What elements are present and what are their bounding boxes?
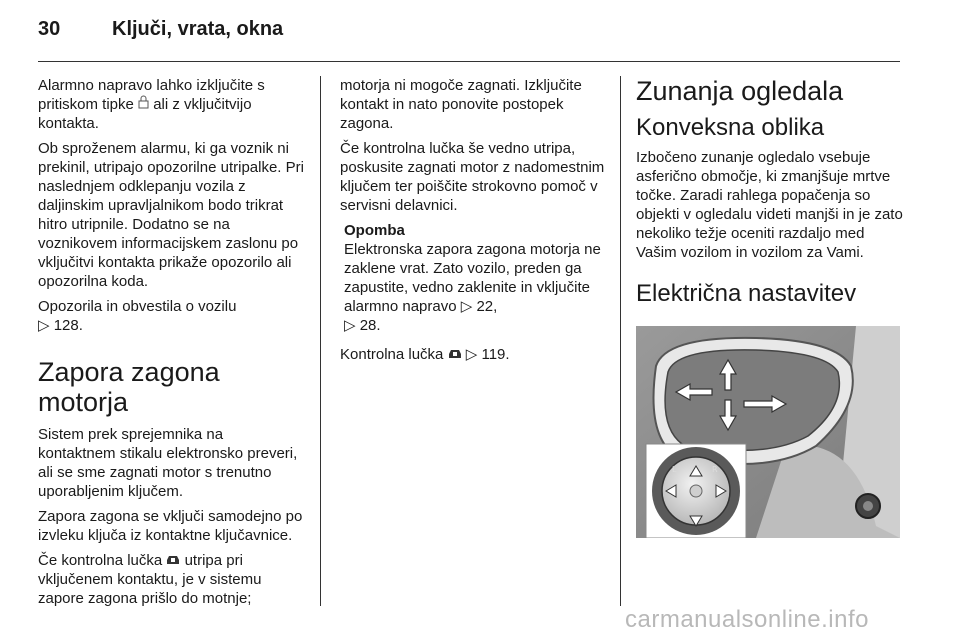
page-ref[interactable]: 128.: [53, 317, 83, 334]
note-title: Opomba: [344, 222, 405, 239]
paragraph: Sistem prek sprejemnika na kontaktnem stikalu elektronsko preveri, ali se sme zagnati motor s trenutno uporabljenim ključem.: [38, 426, 298, 500]
watermark: carmanualsonline.info: [625, 606, 869, 633]
mirror-adjustment-illustration: [636, 326, 900, 538]
text: utripa pri vključenem kontaktu, je v sistemu zapore zagona prišlo do motnje;: [38, 552, 262, 607]
text: Elektronska zapora zagona motorja ne zaklene vrat. Zato vozilo, preden ga zapustite, vedno zaklenite in vključite alarmno napravo: [344, 241, 601, 315]
paragraph: [340, 345, 612, 364]
page-ref-icon: ▷: [38, 317, 50, 334]
page-ref[interactable]: 28.: [359, 317, 381, 334]
chapter-title: Ključi, vrata, okna: [112, 18, 284, 40]
immobilizer-warning-icon: [448, 345, 462, 364]
column-2: [340, 76, 612, 370]
svg-text:R: R: [712, 465, 718, 474]
note-box: [344, 221, 612, 335]
header-rule: [38, 61, 900, 62]
subsection-heading: Konveksna oblika: [636, 114, 825, 141]
svg-text:L: L: [672, 465, 677, 474]
paragraph: Izbočeno zunanje ogledalo vsebuje asferično območje, ki zmanjšuje mrtve točke. Zaradi rahlega popačenja so objekti v ogledalu videti manjši in je zato nekoliko težje oceniti razdaljo med Vašim vozilom in vozilom za Vami.: [636, 149, 903, 261]
lock-button-icon: [138, 95, 149, 114]
page-ref[interactable]: 119.: [481, 346, 510, 363]
paragraph: motorja ni mogoče zagnati. Izključite kontakt in nato ponovite postopek zagona.: [340, 77, 582, 132]
page-number: 30: [38, 18, 61, 40]
text: Opozorila in obvestila o vozilu: [38, 298, 237, 315]
column-divider: [620, 76, 621, 606]
column-3: [636, 76, 906, 314]
text: Kontrolna lučka: [340, 346, 444, 363]
immobilizer-warning-icon: [166, 551, 180, 570]
page-ref-icon: ▷: [460, 298, 473, 315]
page-header: [38, 18, 283, 41]
page-ref-icon: ▷: [344, 317, 356, 334]
section-heading: Zunanja ogledala: [636, 76, 844, 106]
paragraph: [38, 76, 304, 133]
paragraph: Zapora zagona se vključi samodejno po izvleku ključa iz kontaktne ključavnice.: [38, 508, 303, 544]
text: Alarmno napravo lahko izključite s pritiskom tipke: [38, 77, 265, 113]
paragraph: Če kontrolna lučka še vedno utripa, poskusite zagnati motor z nadomestnim ključem ter poiščite strokovno pomoč v servisni delavnici.: [340, 140, 605, 214]
column-divider: [320, 76, 321, 606]
paragraph: [38, 297, 304, 335]
subsection-heading: Električna nastavitev: [636, 280, 857, 307]
section-heading: Zapora zagona motorja: [38, 357, 220, 417]
page-ref[interactable]: 22,: [476, 298, 498, 315]
text: ali z vključitvijo kontakta.: [38, 96, 252, 132]
page-ref-icon: ▷: [465, 346, 478, 363]
text: Če kontrolna lučka: [38, 552, 163, 569]
note-text: [344, 240, 612, 335]
column-1: [38, 76, 304, 614]
paragraph: Ob sproženem alarmu, ki ga voznik ni prekinil, utripajo opozorilne utripalke. Pri naslednjem odklepanju vozila z daljinskim upravljalnikom bodo trikrat hitro utripnile. Dodatno se na voznikovem informacijskem zaslonu po vključitvi kontakta prikaže opozorilo ali opozorilna koda.: [38, 140, 304, 290]
paragraph: [38, 551, 304, 608]
